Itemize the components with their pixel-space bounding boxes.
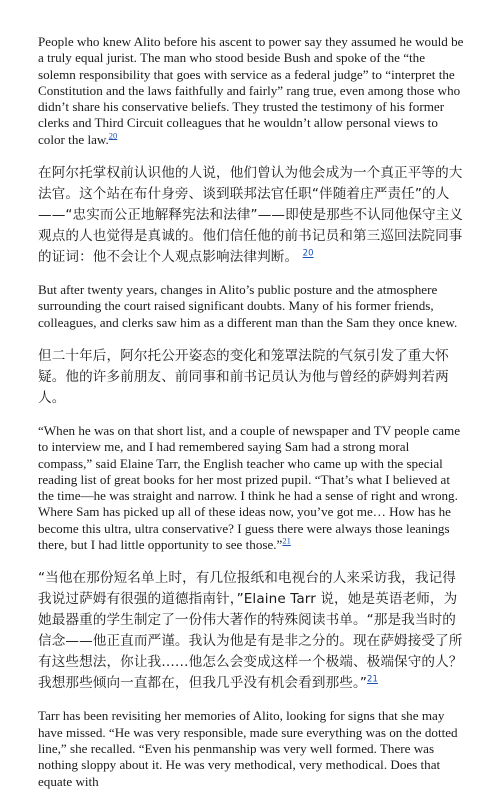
paragraph-text: “当他在那份短名单上时，有几位报纸和电视台的人来采访我，我记得我说过萨姆有很强的道德指南针，”Elaine Tarr 说，她是英语老师，为她最器重的学生制定了一份伟大著作的特殊阅读书单。“那是我当时的信念——他正直而严谨。我认为他是有是非之分的。现在萨姆接受了所有这些想法，你让我……他怎么会变成这样一个极端、极端保守的人？我想那些倾向一直都在，但我几乎没有机会看到那些。” xyxy=(38,570,463,692)
paragraph-english-2 xyxy=(38,282,466,331)
paragraph-text: 但二十年后，阿尔托公开姿态的变化和笼罩法院的气氛引发了重大怀疑。他的许多前朋友、前同事和前书记员认为他与曾经的萨姆判若两人。 xyxy=(38,347,449,406)
footnote-link-21[interactable]: 21 xyxy=(367,674,379,685)
paragraph-chinese-3 xyxy=(38,568,466,694)
footnote-link-21[interactable]: 21 xyxy=(282,535,291,546)
paragraph-text: People who knew Alito before his ascent to power say they assumed he would be a truly equal jurist. The man who stood beside Bush and spoke of the “the solemn responsibility that goes with service as a federal judge” to “interpret the Constitution and the laws faithfully and fairly” rang true, even among those who didn’t share his conservative beliefs. They trusted the testimony of his former clerks and Third Circuit colleagues that he wouldn’t allow personal views to color the law. xyxy=(38,34,464,147)
paragraph-english-1 xyxy=(38,34,466,148)
paragraph-text: Tarr has been revisiting her memories of Alito, looking for signs that she may have missed. “He was very responsible, made sure everything was on the dotted line,” she recalled. “Even his penmanship was very well formed. There was nothing sloppy about it. He was very methodical, very methodical. Does that equate with xyxy=(38,708,458,789)
footnote-link-20[interactable]: 20 xyxy=(302,248,314,259)
paragraph-text: “When he was on that short list, and a couple of newspaper and TV people came to interview me, and I had remembered saying Sam had a strong moral compass,” said Elaine Tarr, the English teacher who came up with the special reading list of great books for her most prized pupil. “That’s what I believed at the time—he was straight and narrow. I think he had a sense of right and wrong. Where Sam has picked up all of these ideas now, you’ve got me… How has he become this ultra, ultra conservative? I guess there were always those leanings there, but I had little opportunity to see those.” xyxy=(38,422,461,553)
document-page xyxy=(38,34,466,805)
paragraph-chinese-2 xyxy=(38,346,466,409)
paragraph-english-4 xyxy=(38,708,466,789)
paragraph-english-3 xyxy=(38,423,466,553)
paragraph-text: But after twenty years, changes in Alito’s public posture and the atmosphere surrounding the court raised significant doubts. Many of his former friends, colleagues, and clerks saw him as a different man than the Sam they once knew. xyxy=(38,282,458,330)
paragraph-chinese-1 xyxy=(38,163,466,268)
footnote-link-20[interactable]: 20 xyxy=(108,130,118,141)
paragraph-text: 在阿尔托掌权前认识他的人说，他们曾认为他会成为一个真正平等的大法官。这个站在布什身旁、谈到联邦法官任职“伴随着庄严责任”的人——“忠实而公正地解释宪法和法律”——即使是那些不认同他保守主义观点的人也觉得是真诚的。他们信任他的前书记员和第三巡回法院同事的证词：他不会让个人观点影响法律判断。 xyxy=(38,165,464,266)
